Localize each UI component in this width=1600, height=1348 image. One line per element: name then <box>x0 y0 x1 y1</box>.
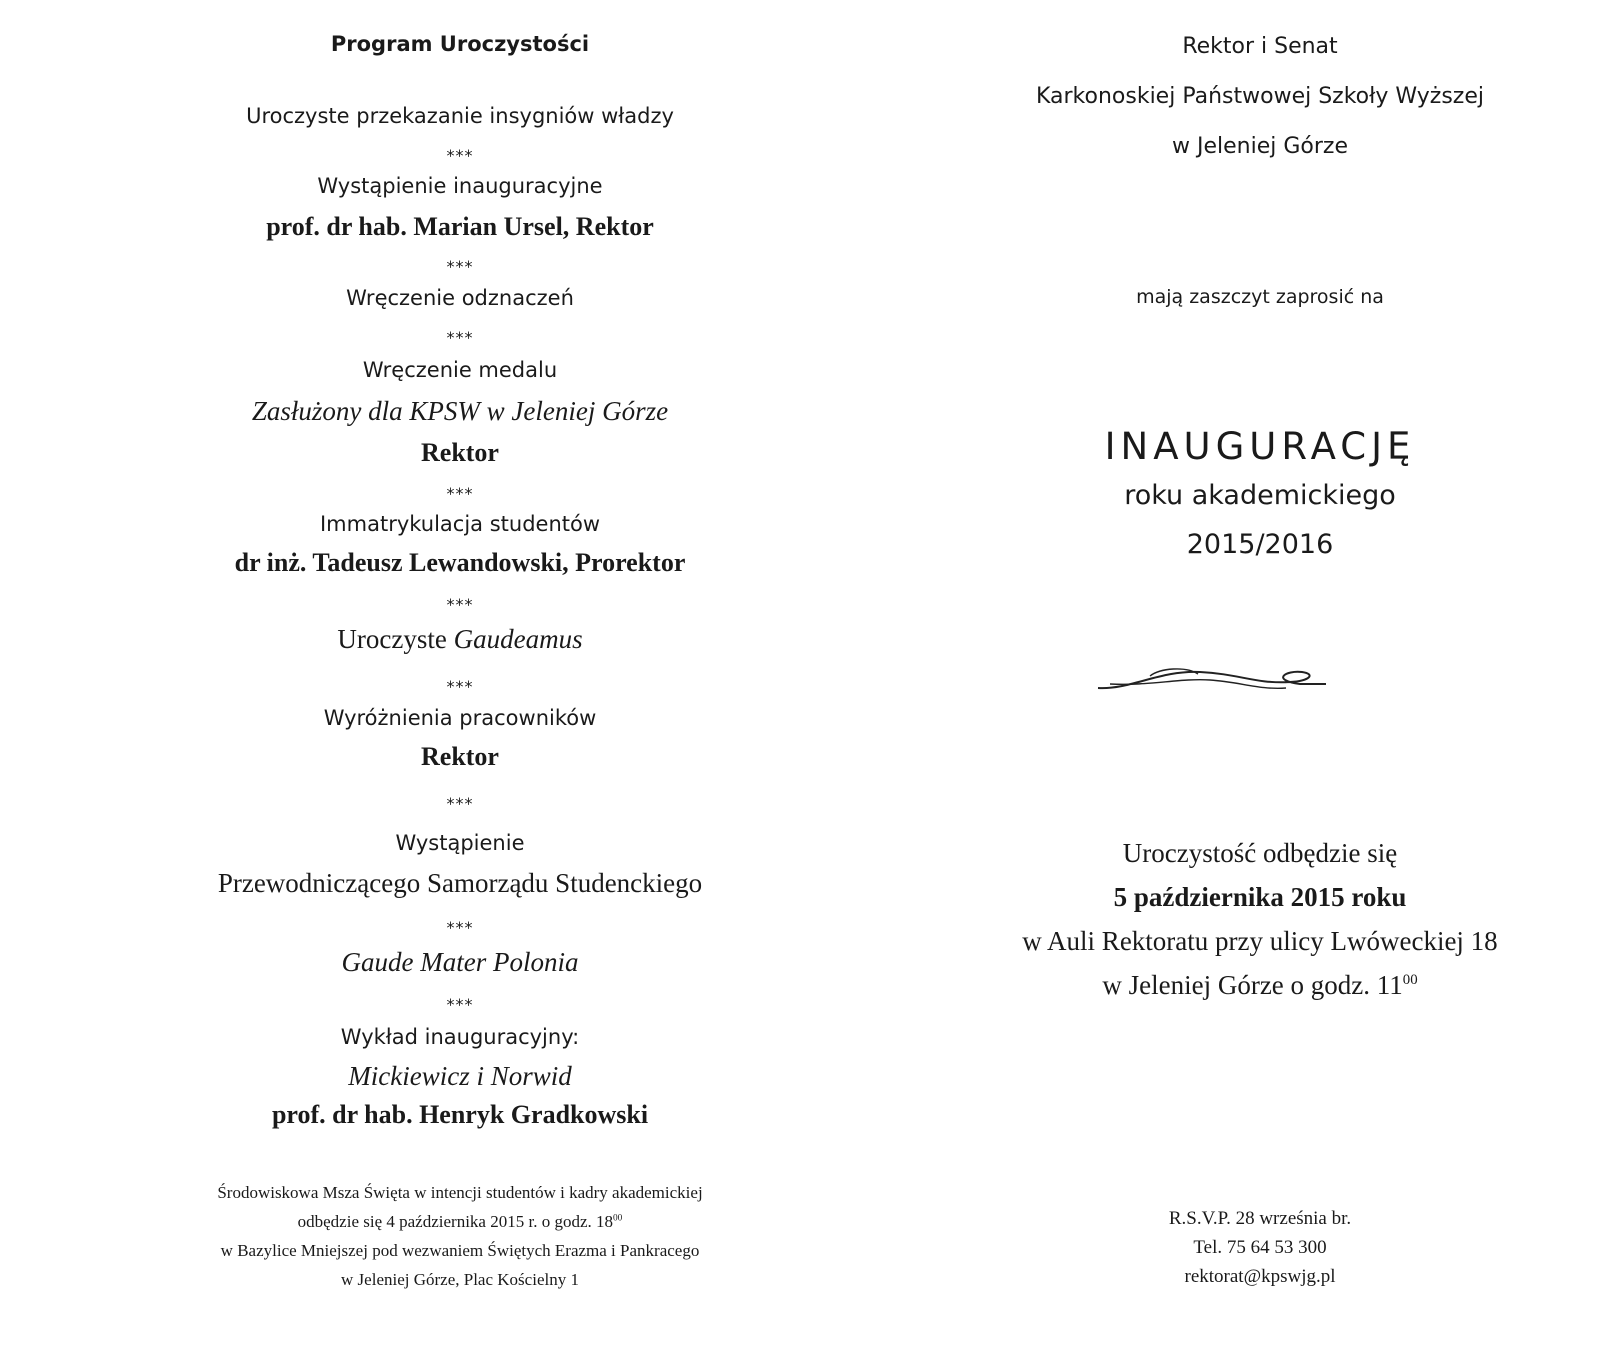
rsvp: R.S.V.P. 28 września br. <box>1168 1208 1352 1229</box>
headline-sub: roku akademickiego <box>1124 480 1396 511</box>
headline: INAUGURACJĘ <box>1104 425 1416 468</box>
separator: *** <box>446 328 474 347</box>
event-time-text: w Jeleniej Górze o godz. 11 <box>1102 970 1403 1000</box>
separator: *** <box>446 918 474 937</box>
event-date: 5 października 2015 roku <box>1113 882 1407 912</box>
mass-note-line <box>0 1212 920 1232</box>
speaker-name: prof. dr hab. Henryk Gradkowski <box>271 1100 649 1129</box>
mass-time-minutes: 00 <box>613 1213 623 1224</box>
mass-note-line: Środowiskowa Msza Święta w intencji studentów i kadry akademickiej <box>217 1183 703 1202</box>
speaker-name: dr inż. Tadeusz Lewandowski, Prorektor <box>234 548 686 577</box>
academic-year: 2015/2016 <box>1186 529 1334 560</box>
host-line: Karkonoskiej Państwowej Szkoły Wyższej <box>1035 84 1484 109</box>
host-line: Rektor i Senat <box>1182 34 1338 59</box>
program-item: Uroczyste przekazanie insygniów władzy <box>246 104 674 128</box>
email-link[interactable]: rektorat@kpswjg.pl <box>1184 1266 1336 1287</box>
phone: Tel. 75 64 53 300 <box>1193 1237 1327 1258</box>
mass-note-line: w Jeleniej Górze, Plac Kościelny 1 <box>341 1270 579 1289</box>
program-item: Wręczenie odznaczeń <box>346 286 574 310</box>
program-item: Wykład inauguracyjny: <box>340 1025 580 1049</box>
invite-phrase: mają zaszczyt zaprosić na <box>1136 286 1384 308</box>
separator: *** <box>446 257 474 276</box>
mass-note-line: w Bazylice Mniejszej pod wezwaniem Świętych Erazma i Pankracego <box>220 1241 700 1260</box>
song-name: Gaude Mater Polonia <box>341 947 579 977</box>
program-item: Wręczenie medalu <box>362 358 558 382</box>
event-time-minutes: 00 <box>1402 972 1418 988</box>
lecture-title: Mickiewicz i Norwid <box>348 1061 572 1091</box>
speaker-name: prof. dr hab. Marian Ursel, Rektor <box>266 212 654 241</box>
speaker-name: Rektor <box>421 438 499 467</box>
program-item-gaudeamus <box>0 624 920 655</box>
program-item: Wystąpienie <box>395 831 525 855</box>
separator: *** <box>446 995 474 1014</box>
program-item-text: Uroczyste <box>337 624 454 654</box>
separator: *** <box>446 794 474 813</box>
event-location: w Auli Rektoratu przy ulicy Lwóweckiej 18 <box>1022 926 1498 956</box>
separator: *** <box>446 484 474 503</box>
mass-note-text: odbędzie się 4 października 2015 r. o godz. 18 <box>297 1212 613 1231</box>
speaker-name: Rektor <box>421 742 499 771</box>
medal-name: Zasłużony dla KPSW w Jeleniej Górze <box>251 396 669 426</box>
separator: *** <box>446 677 474 696</box>
host-line: w Jeleniej Górze <box>1172 134 1348 159</box>
program-item: Wyróżnienia pracowników <box>323 706 597 730</box>
song-name: Gaudeamus <box>453 624 583 654</box>
event-time-line <box>920 970 1600 1001</box>
event-line: Uroczystość odbędzie się <box>1122 838 1398 868</box>
flourish-ornament-icon <box>1090 660 1330 700</box>
invitation-panel <box>920 0 1600 1348</box>
separator: *** <box>446 595 474 614</box>
separator: *** <box>446 146 474 165</box>
program-item: Przewodniczącego Samorządu Studenckiego <box>217 868 703 898</box>
program-item: Immatrykulacja studentów <box>319 512 601 536</box>
program-item: Wystąpienie inauguracyjne <box>317 174 603 198</box>
program-title: Program Uroczystości <box>330 32 590 56</box>
